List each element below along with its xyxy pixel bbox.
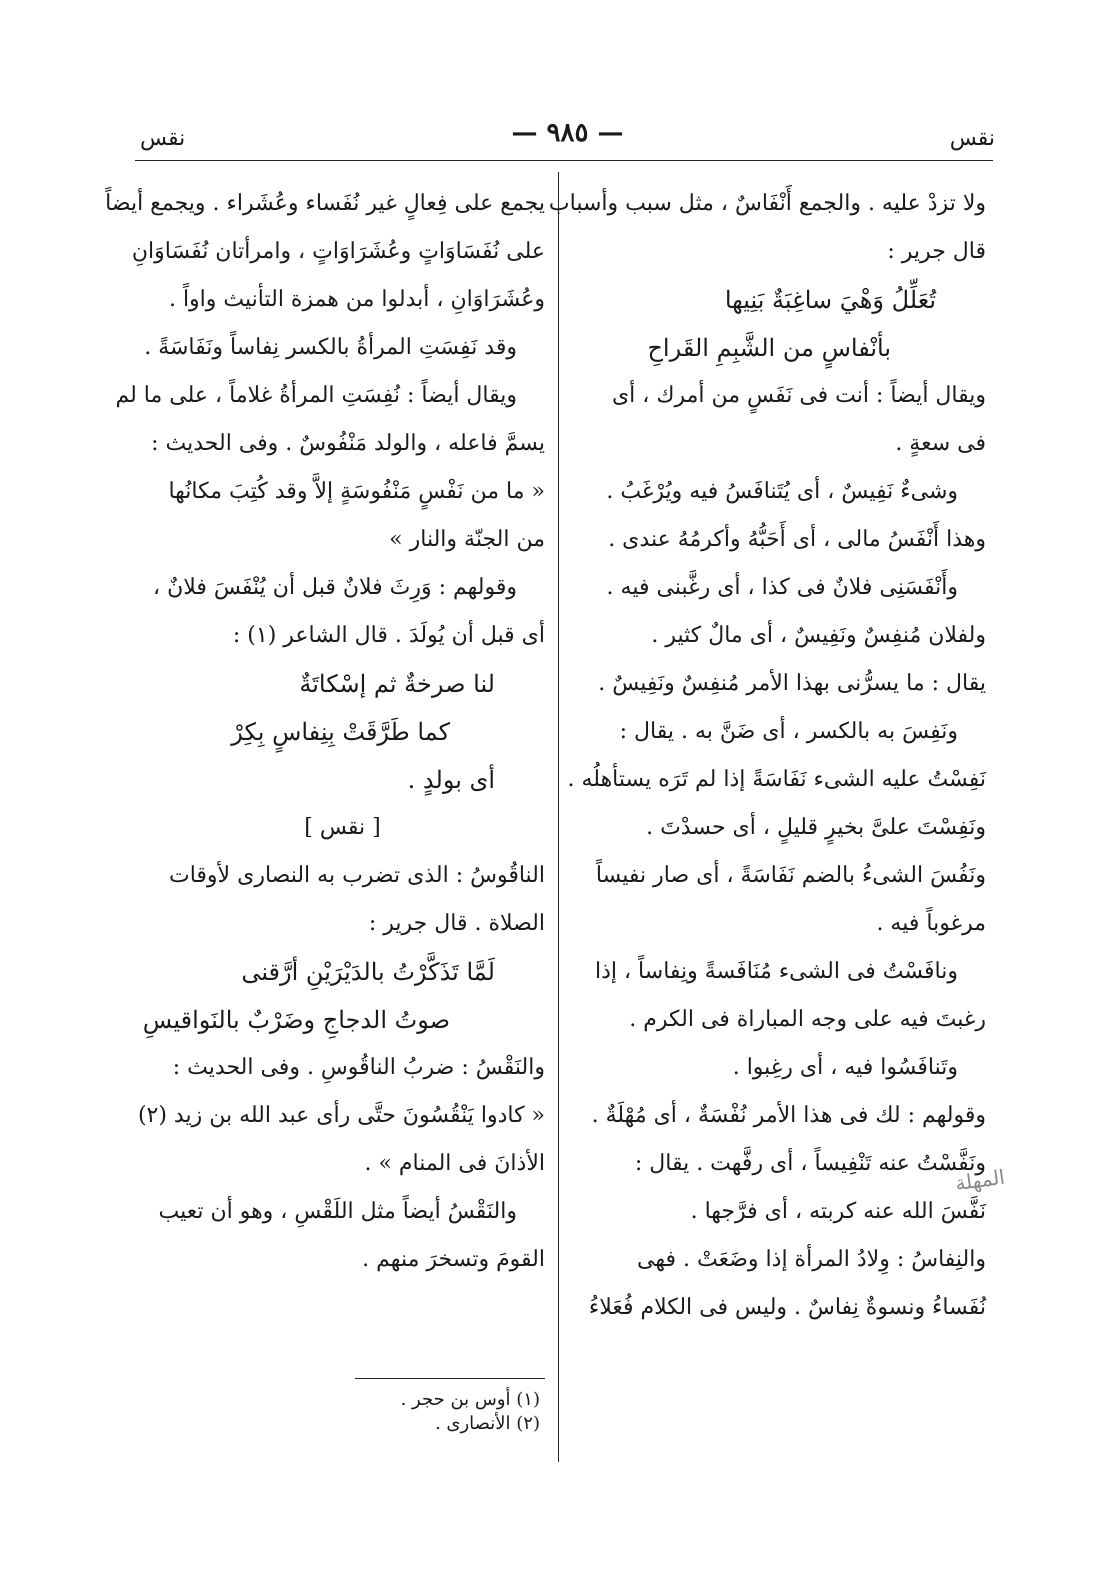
text-line: ونَفُسَ الشىءُ بالضم نَفَاسَةً ، أى صار نفيساً bbox=[595, 863, 986, 888]
text-line: ويقال أيضاً : أنت فى نَفَسٍ من أمرك ، أى bbox=[611, 383, 986, 408]
entry-heading: [ نقس ] bbox=[304, 815, 381, 840]
text-line: الصلاة . قال جرير : bbox=[368, 911, 545, 936]
text-line: وقولهم : وَرِثَ فلانٌ قبل أن يُنْفَسَ فلانٌ ، bbox=[152, 575, 517, 600]
verse-line: صوتُ الدجاجِ وضَرْبٌ بالنَواقيسِ bbox=[142, 1006, 450, 1034]
verse-line: لَمَّا تَذَكَّرْتُ بالدَيْرَيْنِ أرَّقنى bbox=[241, 958, 495, 986]
text-line: وعُشَرَاوَانِ ، أبدلوا من همزة التأنيث واواً . bbox=[168, 287, 545, 312]
right-column bbox=[534, 180, 986, 1332]
text-line: « ما من نَفْسٍ مَنْفُوسَةٍ إلاَّ وقد كُتِبَ مكانُها bbox=[168, 479, 545, 504]
text-line: « كادوا يَنْقُسُونَ حتَّى رأى عبد الله بن زيد (٢) bbox=[137, 1103, 545, 1128]
text-line: ولا تزدْ عليه . والجمع أَنْفَاسٌ ، مثل سبب وأسباب . bbox=[534, 191, 986, 216]
text-line: فى سعةٍ . bbox=[895, 431, 986, 456]
page-header bbox=[140, 118, 995, 158]
text-line: وقد نَفِسَتِ المرأةُ بالكسر نِفاساً ونَفَاسَةً . bbox=[144, 335, 517, 360]
text-line: من الجنّة والنار » bbox=[389, 527, 545, 552]
verse-line: كما طَرَّقَتْ بِنِفاسٍ بِكِرْ bbox=[231, 718, 450, 746]
text-line: يجمع على فِعالٍ غير نُفَساء وعُشَراء . ويجمع أيضاً bbox=[105, 191, 545, 216]
text-line: نَفِسْتُ عليه الشىء نَفَاسَةً إذا لم تَرَه يستأهلُه . bbox=[567, 767, 986, 792]
verse-line: تُعَلِّلُ وَهْيَ ساغِبَةٌ بَنِيها bbox=[724, 286, 936, 314]
text-line: ونافَسْتُ فى الشىء مُنَافَسةً ونِفاساً ، إذا bbox=[594, 959, 958, 984]
text-line: ويقال أيضاً : نُفِسَتِ المرأةُ غلاماً ، على ما لم bbox=[115, 383, 517, 408]
text-line: أى قبل أن يُولَدَ . قال الشاعر (١) : bbox=[232, 623, 545, 648]
text-line: نُفَساءُ ونسوةٌ نِفاسٌ . وليس فى الكلام فُعَلاءُ bbox=[588, 1295, 986, 1320]
header-entry-word-right: نقس bbox=[949, 126, 995, 151]
text-line: الناقُوسُ : الذى تضرب به النصارى لأوقات bbox=[169, 863, 545, 888]
text-line: على نُفَسَاوَاتٍ وعُشَرَاوَاتٍ ، وامرأتان نُفَسَاوَانِ bbox=[131, 239, 545, 264]
text-line: يقال : ما يسرُّنى بهذا الأمر مُنفِسٌ ونَفِيسٌ . bbox=[598, 671, 986, 696]
header-entry-word-left: نقس bbox=[140, 126, 186, 151]
footnotes bbox=[300, 1388, 540, 1436]
text-line: رغبتَ فيه على وجه المباراة فى الكرم . bbox=[629, 1007, 986, 1032]
text-line: ونَفِسْتَ علىَّ بخيرٍ قليلٍ ، أى حسدْتَ . bbox=[646, 815, 986, 840]
text-line: نَفَّسَ الله عنه كربته ، أى فرَّجها . bbox=[690, 1199, 986, 1224]
text-line: وقولهم : لك فى هذا الأمر نُفْسَةٌ ، أى مُهْلَةٌ . bbox=[591, 1103, 986, 1128]
verse-line: بأنْفاسٍ من الشَّبِمِ القَراحِ bbox=[647, 334, 891, 362]
text-line: القومَ وتسخرَ منهم . bbox=[362, 1247, 545, 1272]
text-line: والنَقْسُ : ضربُ الناقُوسِ . وفى الحديث : bbox=[172, 1055, 545, 1080]
column-divider bbox=[558, 172, 559, 1462]
text-line: وشىءٌ نَفِيسٌ ، أى يُتَنافَسُ فيه ويُرْغَبُ . bbox=[606, 479, 958, 504]
text-line: مرغوباً فيه . bbox=[876, 911, 986, 936]
header-rule bbox=[135, 160, 993, 161]
handwritten-margin-note: المهلة bbox=[953, 1164, 1007, 1196]
footnote-rule bbox=[355, 1378, 545, 1379]
text-line: وهذا أَنْفَسُ مالى ، أى أَحَبُّهُ وأكرمُهُ عندى . bbox=[608, 527, 986, 552]
text-line: ونَفِسَ به بالكسر ، أى ضَنَّ به . يقال : bbox=[619, 719, 958, 744]
page-number: — ٩٨٥ — bbox=[511, 118, 624, 148]
text-line: وتَنافَسُوا فيه ، أى رغِبوا . bbox=[732, 1055, 958, 1080]
text-line: ونَفَّسْتُ عنه تَنْفِيساً ، أى رفَّهت . يقال : bbox=[634, 1151, 986, 1176]
text-line: الأذانَ فى المنام » . bbox=[364, 1151, 545, 1176]
text-line: أى بولدٍ . bbox=[407, 766, 495, 794]
left-column bbox=[105, 180, 545, 1284]
footnote: (١) أوس بن حجر . bbox=[400, 1389, 540, 1410]
footnote: (٢) الأنصارى . bbox=[434, 1413, 540, 1434]
text-line: والنَقْسُ أيضاً مثل اللَقْسِ ، وهو أن تعيب bbox=[158, 1199, 517, 1224]
text-line: يسمَّ فاعله ، والولد مَنْفُوسٌ . وفى الحديث : bbox=[151, 431, 545, 456]
text-line: ولفلان مُنفِسٌ ونَفِيسٌ ، أى مالٌ كثير . bbox=[651, 623, 986, 648]
text-line: وأَنْفَسَنِى فلانٌ فى كذا ، أى رغَّبنى فيه . bbox=[606, 575, 958, 600]
text-line: والنِفاسُ : وِلادُ المرأة إذا وضَعَتْ . فهى bbox=[637, 1247, 986, 1272]
text-line: قال جرير : bbox=[887, 239, 986, 264]
verse-line: لنا صرخةٌ ثم إسْكاتَةٌ bbox=[299, 670, 495, 698]
